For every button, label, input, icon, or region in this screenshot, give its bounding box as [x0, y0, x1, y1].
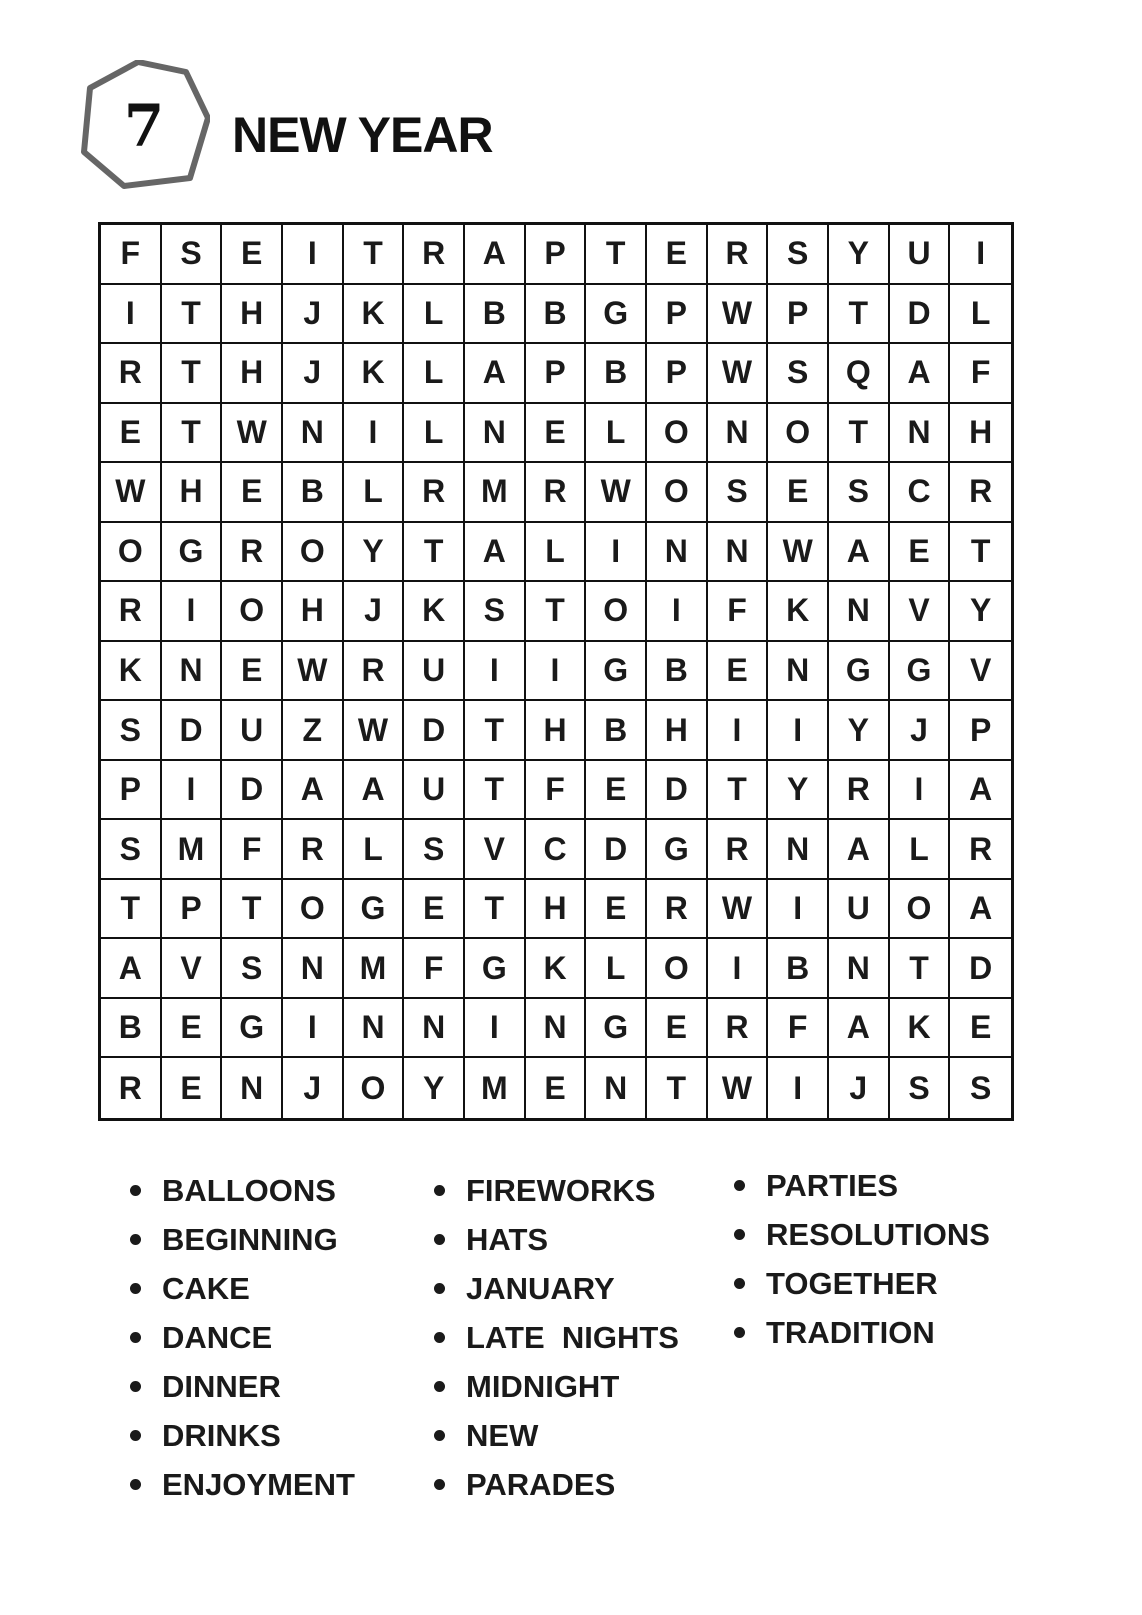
grid-cell[interactable]: T: [162, 344, 223, 404]
page-title: NEW YEAR: [232, 107, 493, 163]
word-list-item: [734, 1259, 990, 1308]
grid-cell[interactable]: J: [283, 1058, 344, 1118]
grid-cell[interactable]: T: [344, 225, 405, 285]
grid-cell[interactable]: I: [768, 701, 829, 761]
grid-cell[interactable]: T: [890, 939, 951, 999]
word-list-item: [130, 1264, 355, 1313]
grid-cell[interactable]: K: [768, 582, 829, 642]
grid-cell[interactable]: F: [708, 582, 769, 642]
grid-cell[interactable]: M: [465, 1058, 526, 1118]
grid-cell[interactable]: E: [222, 463, 283, 523]
grid-cell[interactable]: T: [950, 523, 1011, 583]
word-label: TOGETHER: [766, 1266, 938, 1301]
word-label: FIREWORKS: [466, 1173, 656, 1208]
bullet-icon: [130, 1185, 141, 1196]
bullet-icon: [434, 1185, 445, 1196]
grid-cell[interactable]: D: [647, 761, 708, 821]
bullet-icon: [434, 1430, 445, 1441]
grid-cell[interactable]: B: [586, 701, 647, 761]
grid-cell[interactable]: N: [344, 999, 405, 1059]
grid-cell[interactable]: R: [708, 999, 769, 1059]
grid-cell[interactable]: R: [526, 463, 587, 523]
word-list-item: [734, 1308, 990, 1357]
word-list-column-3: [734, 1161, 990, 1357]
grid-cell[interactable]: A: [101, 939, 162, 999]
grid-cell[interactable]: S: [465, 582, 526, 642]
bullet-icon: [734, 1180, 745, 1191]
grid-cell[interactable]: T: [404, 523, 465, 583]
grid-cell[interactable]: S: [222, 939, 283, 999]
grid-cell[interactable]: H: [283, 582, 344, 642]
grid-cell[interactable]: S: [768, 344, 829, 404]
grid-cell[interactable]: R: [708, 225, 769, 285]
grid-cell[interactable]: B: [526, 285, 587, 345]
grid-cell[interactable]: S: [162, 225, 223, 285]
grid-cell[interactable]: I: [101, 285, 162, 345]
grid-cell[interactable]: W: [768, 523, 829, 583]
grid-cell[interactable]: F: [950, 344, 1011, 404]
grid-cell[interactable]: A: [829, 523, 890, 583]
bullet-icon: [734, 1327, 745, 1338]
grid-cell[interactable]: E: [950, 999, 1011, 1059]
grid-cell[interactable]: B: [768, 939, 829, 999]
grid-cell[interactable]: E: [404, 880, 465, 940]
word-list-item: [130, 1411, 355, 1460]
grid-cell[interactable]: A: [950, 761, 1011, 821]
grid-cell[interactable]: O: [283, 523, 344, 583]
grid-cell[interactable]: Y: [950, 582, 1011, 642]
grid-cell[interactable]: L: [950, 285, 1011, 345]
bullet-icon: [434, 1332, 445, 1343]
word-label: DRINKS: [162, 1418, 281, 1453]
grid-cell[interactable]: E: [647, 999, 708, 1059]
grid-cell[interactable]: D: [222, 761, 283, 821]
word-list-item: [130, 1215, 355, 1264]
grid-cell[interactable]: L: [526, 523, 587, 583]
word-label: BEGINNING: [162, 1222, 338, 1257]
grid-cell[interactable]: T: [586, 225, 647, 285]
grid-cell[interactable]: T: [101, 880, 162, 940]
grid-cell[interactable]: S: [768, 225, 829, 285]
word-label: ENJOYMENT: [162, 1467, 355, 1502]
grid-cell[interactable]: N: [283, 939, 344, 999]
grid-cell[interactable]: G: [586, 642, 647, 702]
grid-cell[interactable]: G: [829, 642, 890, 702]
grid-cell[interactable]: N: [222, 1058, 283, 1118]
bullet-icon: [434, 1283, 445, 1294]
grid-cell[interactable]: Y: [829, 225, 890, 285]
grid-cell[interactable]: C: [890, 463, 951, 523]
grid-cell[interactable]: S: [829, 463, 890, 523]
grid-cell[interactable]: A: [829, 820, 890, 880]
grid-cell[interactable]: L: [404, 285, 465, 345]
grid-cell[interactable]: D: [162, 701, 223, 761]
bullet-icon: [434, 1381, 445, 1392]
grid-cell[interactable]: E: [222, 225, 283, 285]
grid-cell[interactable]: H: [647, 701, 708, 761]
grid-cell[interactable]: J: [344, 582, 405, 642]
bullet-icon: [130, 1430, 141, 1441]
word-label: JANUARY: [466, 1271, 615, 1306]
word-label: RESOLUTIONS: [766, 1217, 990, 1252]
grid-cell[interactable]: B: [283, 463, 344, 523]
bullet-icon: [734, 1278, 745, 1289]
word-list-item: [434, 1166, 679, 1215]
word-label: DINNER: [162, 1369, 281, 1404]
grid-cell[interactable]: H: [222, 344, 283, 404]
grid-cell[interactable]: N: [404, 999, 465, 1059]
grid-cell[interactable]: W: [586, 463, 647, 523]
grid-cell[interactable]: P: [162, 880, 223, 940]
grid-cell[interactable]: I: [708, 939, 769, 999]
grid-cell[interactable]: R: [101, 582, 162, 642]
word-list-column-2: [434, 1166, 679, 1509]
grid-cell[interactable]: R: [647, 880, 708, 940]
grid-cell[interactable]: U: [404, 642, 465, 702]
grid-cell[interactable]: F: [404, 939, 465, 999]
grid-cell[interactable]: E: [162, 1058, 223, 1118]
grid-cell[interactable]: I: [344, 404, 405, 464]
grid-cell[interactable]: K: [526, 939, 587, 999]
grid-cell[interactable]: B: [586, 344, 647, 404]
grid-cell[interactable]: O: [586, 582, 647, 642]
grid-cell[interactable]: W: [283, 642, 344, 702]
grid-cell[interactable]: A: [890, 344, 951, 404]
word-label: HATS: [466, 1222, 549, 1257]
grid-cell[interactable]: H: [526, 701, 587, 761]
word-list-item: [734, 1210, 990, 1259]
grid-cell[interactable]: L: [344, 463, 405, 523]
grid-cell[interactable]: S: [404, 820, 465, 880]
word-list-item: [130, 1313, 355, 1362]
grid-cell[interactable]: K: [101, 642, 162, 702]
grid-cell[interactable]: U: [890, 225, 951, 285]
grid-cell[interactable]: L: [586, 939, 647, 999]
grid-cell[interactable]: N: [708, 404, 769, 464]
grid-cell[interactable]: I: [283, 999, 344, 1059]
grid-cell[interactable]: A: [465, 523, 526, 583]
grid-cell[interactable]: I: [283, 225, 344, 285]
grid-cell[interactable]: I: [162, 582, 223, 642]
bullet-icon: [130, 1283, 141, 1294]
grid-cell[interactable]: D: [404, 701, 465, 761]
grid-cell[interactable]: Y: [829, 701, 890, 761]
grid-cell[interactable]: O: [647, 939, 708, 999]
grid-cell[interactable]: Q: [829, 344, 890, 404]
grid-cell[interactable]: D: [950, 939, 1011, 999]
grid-cell[interactable]: T: [162, 285, 223, 345]
grid-cell[interactable]: N: [708, 523, 769, 583]
grid-cell[interactable]: E: [222, 642, 283, 702]
grid-cell[interactable]: N: [829, 582, 890, 642]
grid-cell[interactable]: B: [101, 999, 162, 1059]
grid-cell[interactable]: U: [829, 880, 890, 940]
bullet-icon: [434, 1479, 445, 1490]
grid-cell[interactable]: F: [768, 999, 829, 1059]
grid-cell[interactable]: D: [586, 820, 647, 880]
grid-cell[interactable]: N: [829, 939, 890, 999]
grid-cell[interactable]: Y: [344, 523, 405, 583]
grid-cell[interactable]: H: [526, 880, 587, 940]
grid-cell[interactable]: G: [647, 820, 708, 880]
grid-cell[interactable]: V: [950, 642, 1011, 702]
grid-cell[interactable]: K: [404, 582, 465, 642]
grid-cell[interactable]: I: [465, 642, 526, 702]
grid-cell[interactable]: A: [465, 344, 526, 404]
grid-cell[interactable]: B: [647, 642, 708, 702]
grid-cell[interactable]: P: [101, 761, 162, 821]
grid-cell[interactable]: O: [101, 523, 162, 583]
grid-cell[interactable]: R: [283, 820, 344, 880]
word-list-item: [130, 1460, 355, 1509]
grid-cell[interactable]: O: [222, 582, 283, 642]
word-label: MIDNIGHT: [466, 1369, 620, 1404]
grid-cell[interactable]: H: [162, 463, 223, 523]
grid-cell[interactable]: C: [526, 820, 587, 880]
puzzle-number-badge: [78, 60, 210, 192]
grid-cell[interactable]: P: [647, 344, 708, 404]
grid-cell[interactable]: I: [465, 999, 526, 1059]
grid-cell[interactable]: G: [222, 999, 283, 1059]
grid-cell[interactable]: R: [101, 344, 162, 404]
grid-cell[interactable]: N: [647, 523, 708, 583]
grid-cell[interactable]: R: [222, 523, 283, 583]
grid-cell[interactable]: T: [829, 285, 890, 345]
grid-cell[interactable]: I: [647, 582, 708, 642]
word-label: NEW: [466, 1418, 539, 1453]
grid-cell[interactable]: R: [708, 820, 769, 880]
word-label: LATE NIGHTS: [466, 1320, 679, 1355]
grid-cell[interactable]: L: [404, 404, 465, 464]
grid-cell[interactable]: H: [222, 285, 283, 345]
word-list-item: [734, 1161, 990, 1210]
grid-cell[interactable]: T: [647, 1058, 708, 1118]
grid-cell[interactable]: L: [890, 820, 951, 880]
bullet-icon: [130, 1381, 141, 1392]
grid-cell[interactable]: Z: [283, 701, 344, 761]
word-label: TRADITION: [766, 1315, 935, 1350]
grid-cell[interactable]: R: [404, 463, 465, 523]
grid-cell[interactable]: I: [586, 523, 647, 583]
grid-cell[interactable]: G: [162, 523, 223, 583]
grid-cell[interactable]: L: [404, 344, 465, 404]
grid-cell[interactable]: W: [344, 701, 405, 761]
grid-cell[interactable]: B: [465, 285, 526, 345]
grid-cell[interactable]: S: [969, 1069, 992, 1106]
word-list-column-1: [130, 1166, 355, 1509]
grid-cell[interactable]: N: [162, 642, 223, 702]
grid-cell[interactable]: P: [768, 285, 829, 345]
grid-cell[interactable]: E: [647, 225, 708, 285]
word-list-item: [434, 1411, 679, 1460]
grid-cell[interactable]: W: [708, 285, 769, 345]
bullet-icon: [130, 1479, 141, 1490]
word-label: BALLOONS: [162, 1173, 336, 1208]
word-list-item: [130, 1362, 355, 1411]
grid-cell[interactable]: S: [101, 701, 162, 761]
grid-cell[interactable]: T: [829, 404, 890, 464]
grid-cell[interactable]: I: [890, 761, 951, 821]
grid-cell[interactable]: Y: [768, 761, 829, 821]
grid-cell[interactable]: O: [890, 880, 951, 940]
grid-cell[interactable]: S: [708, 463, 769, 523]
grid-cell[interactable]: T: [465, 880, 526, 940]
grid-cell[interactable]: G: [586, 285, 647, 345]
grid-cell[interactable]: G: [465, 939, 526, 999]
grid-cell[interactable]: N: [465, 404, 526, 464]
grid-cell[interactable]: W: [708, 880, 769, 940]
grid-cell[interactable]: L: [344, 820, 405, 880]
grid-cell[interactable]: A: [465, 225, 526, 285]
grid-cell[interactable]: N: [768, 642, 829, 702]
grid-cell[interactable]: K: [344, 285, 405, 345]
grid-cell[interactable]: R: [404, 225, 465, 285]
grid-cell[interactable]: P: [647, 285, 708, 345]
grid-cell[interactable]: I: [708, 701, 769, 761]
grid-cell[interactable]: J: [829, 1058, 890, 1118]
grid-cell[interactable]: W: [222, 404, 283, 464]
grid-cell[interactable]: H: [950, 404, 1011, 464]
grid-cell[interactable]: E: [586, 880, 647, 940]
grid-cell[interactable]: U: [404, 761, 465, 821]
grid-cell[interactable]: M: [465, 463, 526, 523]
grid-cell[interactable]: J: [283, 285, 344, 345]
word-label: PARTIES: [766, 1168, 899, 1203]
word-list-item: [434, 1264, 679, 1313]
grid-cell[interactable]: E: [890, 523, 951, 583]
grid-cell[interactable]: N: [890, 404, 951, 464]
grid-cell[interactable]: G: [586, 999, 647, 1059]
bullet-icon: [130, 1234, 141, 1245]
word-list-item: [434, 1460, 679, 1509]
grid-cell[interactable]: R: [950, 820, 1011, 880]
grid-cell[interactable]: E: [101, 404, 162, 464]
grid-cell[interactable]: P: [950, 701, 1011, 761]
grid-cell[interactable]: S: [101, 820, 162, 880]
grid-cell[interactable]: L: [586, 404, 647, 464]
grid-cell[interactable]: V: [465, 820, 526, 880]
grid-cell[interactable]: J: [890, 701, 951, 761]
grid-cell[interactable]: F: [101, 225, 162, 285]
grid-cell[interactable]: F: [222, 820, 283, 880]
bullet-icon: [734, 1229, 745, 1240]
grid-cell[interactable]: T: [465, 701, 526, 761]
grid-cell[interactable]: F: [526, 761, 587, 821]
grid-cell[interactable]: P: [526, 344, 587, 404]
grid-cell[interactable]: O: [647, 404, 708, 464]
grid-cell[interactable]: M: [344, 939, 405, 999]
grid-cell[interactable]: Y: [404, 1058, 465, 1118]
grid-cell[interactable]: E: [708, 642, 769, 702]
grid-cell[interactable]: T: [708, 761, 769, 821]
grid-cell[interactable]: T: [162, 404, 223, 464]
grid-cell[interactable]: E: [586, 761, 647, 821]
grid-cell[interactable]: V: [162, 939, 223, 999]
bullet-icon: [130, 1332, 141, 1343]
grid-cell[interactable]: G: [344, 880, 405, 940]
grid-cell[interactable]: A: [950, 880, 1011, 940]
word-list-item: [434, 1362, 679, 1411]
grid-cell[interactable]: K: [344, 344, 405, 404]
grid-cell[interactable]: K: [890, 999, 951, 1059]
grid-cell[interactable]: W: [708, 1058, 769, 1118]
word-list-item: [130, 1166, 355, 1215]
grid-cell[interactable]: U: [222, 701, 283, 761]
grid-cell[interactable]: E: [162, 999, 223, 1059]
grid-cell[interactable]: I: [526, 642, 587, 702]
word-search-grid: [98, 222, 1014, 1121]
grid-cell[interactable]: T: [465, 761, 526, 821]
grid-cell[interactable]: I: [768, 880, 829, 940]
grid-cell[interactable]: O: [768, 404, 829, 464]
grid-cell[interactable]: T: [222, 880, 283, 940]
word-label: DANCE: [162, 1320, 273, 1355]
grid-cell[interactable]: I: [768, 1058, 829, 1118]
grid-cell[interactable]: E: [768, 463, 829, 523]
grid-cell[interactable]: I: [162, 761, 223, 821]
word-list-item: [434, 1215, 679, 1264]
grid-cell[interactable]: S: [890, 1058, 951, 1118]
grid-cell[interactable]: R: [829, 761, 890, 821]
grid-cell[interactable]: E: [526, 404, 587, 464]
grid-cell[interactable]: W: [101, 463, 162, 523]
grid-cell[interactable]: A: [283, 761, 344, 821]
grid-cell[interactable]: E: [526, 1058, 587, 1118]
grid-cell[interactable]: O: [344, 1058, 405, 1118]
word-label: PARADES: [466, 1467, 616, 1502]
bullet-icon: [434, 1234, 445, 1245]
grid-cell[interactable]: I: [950, 225, 1011, 285]
grid-cell[interactable]: N: [768, 820, 829, 880]
grid-cell[interactable]: D: [890, 285, 951, 345]
grid-cell[interactable]: N: [586, 1058, 647, 1118]
grid-cell[interactable]: W: [708, 344, 769, 404]
grid-cell[interactable]: P: [526, 225, 587, 285]
grid-cell[interactable]: N: [526, 999, 587, 1059]
grid-cell[interactable]: V: [890, 582, 951, 642]
grid-cell[interactable]: O: [283, 880, 344, 940]
grid-cell[interactable]: N: [283, 404, 344, 464]
grid-cell[interactable]: G: [890, 642, 951, 702]
grid-cell[interactable]: O: [647, 463, 708, 523]
puzzle-number: 7: [123, 92, 165, 160]
word-label: CAKE: [162, 1271, 250, 1306]
grid-cell[interactable]: R: [344, 642, 405, 702]
grid-cell[interactable]: J: [283, 344, 344, 404]
word-list-item: [434, 1313, 679, 1362]
grid-cell[interactable]: A: [344, 761, 405, 821]
grid-cell[interactable]: A: [829, 999, 890, 1059]
grid-cell[interactable]: T: [526, 582, 587, 642]
grid-cell[interactable]: M: [162, 820, 223, 880]
grid-cell[interactable]: R: [950, 463, 1011, 523]
grid-cell[interactable]: R: [101, 1058, 162, 1118]
